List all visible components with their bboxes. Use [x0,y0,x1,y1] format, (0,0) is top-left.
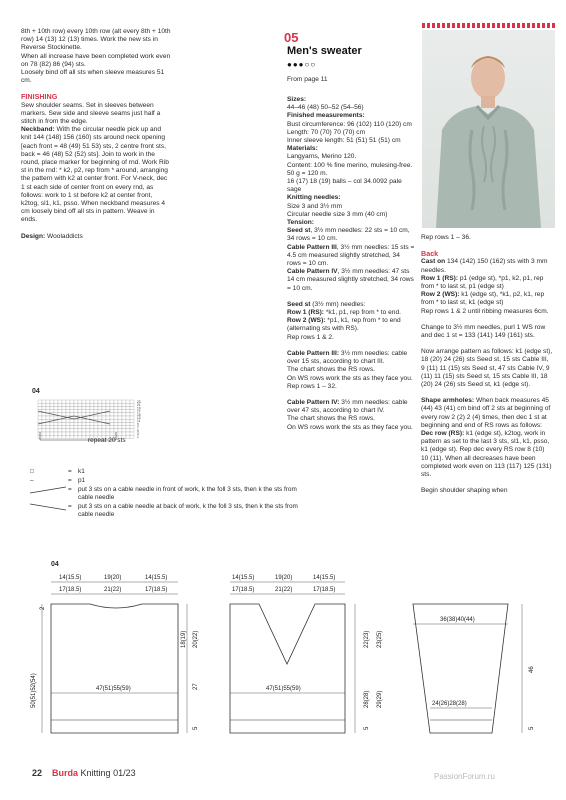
chart-row-number: 19 [137,406,141,411]
chart-cell [62,406,66,409]
chart-cell [122,406,126,409]
purl-symbol-icon: – [30,477,34,484]
chart-cell [126,435,130,438]
back-width: 47(51)55(59) [96,686,131,692]
chart-cell [98,416,102,419]
chart-cell [102,400,106,403]
chart-cell [78,426,82,429]
chart-cell [110,403,114,406]
chart-cell [114,422,118,425]
chart-cell [54,400,58,403]
back-mid: 27 [193,683,199,690]
chart-row-number: 15 [137,412,141,417]
chart-cell [62,400,66,403]
chart-cell [46,422,50,425]
chart-label: 04 [32,388,40,395]
chart-cell [78,403,82,406]
chart-cell [86,410,90,413]
back-sub-1: 17(18.5) [59,587,82,593]
chart-cell [82,403,86,406]
chart-cell [98,400,102,403]
chart-cell [38,413,42,416]
back-sub-2: 21(22) [104,587,122,593]
chart-cell [58,422,62,425]
chart-cell [54,426,58,429]
chart-cell [42,419,46,422]
chart-cell [62,403,66,406]
chart-cell [66,413,70,416]
chart-cell [42,403,46,406]
chart-cell [74,426,78,429]
chart-cell [122,413,126,416]
chart-cell [70,426,74,429]
instructions-column-1: 8th + 10th row) every 10th row (alt every 8th + 10th row) 14 (13) 12 (13) times. Work the new sts in Reverse Stockinette. When all increase have been completed work even on 78 (82) 86 (94) sts. Loosely bind off all sts when sleeve measures 51 cm. FINISHING Sew shoulder seams. Set in sleeves between markers. Sew side and sleeve seams just half a stitch in from the edge. Neckband: With the circular needle pick up and knit 144 (148) 156 (160) sts around neck opening [each front = 48 (49) 51 53) sts, 2 centre front sts, back = 46 (48) 52 (52) sts]. Join to work in the round, place marker for beginning of rnd. Work Rib st in the rnd: * k2, p2, rep from * around, arranging the pattern with k2 at center front. For V-neck, dec 1 st each side of center front on every rnd, as follows: work to 1 st before k2 at center front, k2tog, sl1, k1, psso. When neckband measures 4 cm loosely bind off all sts in pattern. Weave in ends. Design: Wooladdicts [21,28,171,240]
chart-cell [70,419,74,422]
chart-cell [122,432,126,435]
chart-cell [90,416,94,419]
chart-cell [66,400,70,403]
chart-cell [82,406,86,409]
sleeve-top: 36(38)40(44) [440,617,475,623]
chart-cell [114,403,118,406]
back-neck: 2 [40,606,46,610]
chart-cell [90,410,94,413]
sleeve-length: 46 [529,666,535,673]
chart-cell [66,422,70,425]
chart-cell [106,400,110,403]
chart-cell [38,406,42,409]
chart-cell [98,403,102,406]
chart-cell [94,406,98,409]
chart-cell [58,400,62,403]
chart-cell [82,410,86,413]
chart-cell [74,419,78,422]
chart-cell [62,422,66,425]
chart-cell [82,422,86,425]
chart-cell [58,406,62,409]
chart-cell [74,406,78,409]
chart-row-number: 13 [137,416,141,420]
chart-cell [130,410,134,413]
chart-cell [130,406,134,409]
instructions-column-3: Rep rows 1 – 36. Back Cast on 134 (142) 150 (162) sts with 3 mm needles. Row 1 (RS): p1 (edge st), *p1, k2, p1, rep from * to last st, p1 (edge st) Row 2 (WS): k1 (edge st), *k1, p2, k1, rep from * to last st, k1 (edge st) Rep rows 1 & 2 until ribbing measures 6cm. Change to 3½ mm needles, purl 1 WS row and dec 1 st = 133 (141) 149 (161) sts. Now arrange pattern as follows: k1 (edge st), 18 (20) 24 (26) sts Seed st, 15 sts Cable III, 9 (11) 11 (15) sts Seed st, 47 sts Cable IV, 9 (11) 11 (15) sts Seed st, 15 sts Cable III, 18 (20) 24 (26) sts Seed st, k1 (edge st). Shape armholes: When back measures 45 (44) 43 (41) cm bind off 2 sts at beginning of every row 2 (2) 2 (4) times, then dec 1 st at beginning and end of RS rows as follows: Dec row (RS): k1 (edge st), k2tog, work in pattern as set to the last 3 sts, sl1, k1, psso, k1 (edge st). Rep dec every RS row 8 (10) 10 (11). When all decreases have been completed work even on 113 (117) 125 (131) sts. Begin shoulder shaping when [421,234,553,495]
back-top-2: 19(20) [104,575,122,581]
chart-cell [122,419,126,422]
chart-cell [66,406,70,409]
repeat-label: repeat 20 sts [88,437,126,444]
chart-cell [86,406,90,409]
chart-cell [110,426,114,429]
chart-cell [38,419,42,422]
chart-cell [122,426,126,429]
front-sub-3: 17(18.5) [313,587,336,593]
chart-cell [70,410,74,413]
chart-cell [62,426,66,429]
chart-cell [50,403,54,406]
chart-cell [102,416,106,419]
chart-cell [86,400,90,403]
cable-front-icon [30,486,66,494]
model-illustration [422,30,555,228]
chart-cell [102,403,106,406]
front-width: 47(51)55(59) [266,686,301,692]
chart-cell [118,419,122,422]
chart-cell [82,426,86,429]
chart-cell [46,400,50,403]
back-rib: 5 [193,726,199,730]
chart-cell [130,422,134,425]
chart-cell [78,422,82,425]
chart-cell [50,400,54,403]
chart-cell [126,426,130,429]
chart-cell [94,416,98,419]
chart-cell [130,403,134,406]
chart-cell [90,403,94,406]
chart-cell [58,410,62,413]
chart-row-number: 17 [137,409,141,414]
chart-cell [46,406,50,409]
back-top-3: 14(15.5) [145,575,168,581]
chart-cell [42,426,46,429]
chart-cell [110,416,114,419]
chart-cell [114,400,118,403]
back-top-1: 14(15.5) [59,575,82,581]
chart-cell [110,406,114,409]
chart-cell [54,416,58,419]
chart-cell [46,416,50,419]
brand-name: Burda [52,768,79,778]
chart-cell [98,422,102,425]
instructions-column-2: Sizes: 44–46 (48) 50–52 (54–56) Finished measurements: Bust circumference: 96 (102) 110 (120) cm Length: 70 (70) 70 (70) cm Inner sleeve length: 51 (51) 51 (51) cm Materials: Langyarns, Merino 120. Content: 100 % fine merino, mulesing-free. 50 g = 120 m. 16 (17) 18 (19) balls – col 34.0092 pale sage Knitting needles: Size 3 and 3½ mm Circular needle size 3 mm (40 cm) Tension: Seed st, 3½ mm needles: 22 sts = 10 cm, 34 rows = 10 cm. Cable Pattern III, 3½ mm needles: 15 sts = 4.5 cm measured slightly stretched, 34 rows = 10 cm. Cable Pattern IV, 3½ mm needles: 47 sts 14 cm measured slightly stretched, 34 rows = 10 cm. Seed st (3½ mm) needles: Row 1 (RS): *k1, p1, rep from * to end. Row 2 (WS): *p1, k1, rep from * to end (alternating sts with RS). Rep rows 1 & 2. Cable Pattern III: 3½ mm needles: cable over 15 sts, according to chart III. The chart shows the RS rows. On WS rows work the sts as they face you. Rep rows 1 – 32. Cable Pattern IV: 3½ mm needles: cable over 47 sts, according to chart IV. The chart shows the RS rows. On WS rows work the sts as they face you. [287,96,415,431]
chart-cell [38,416,42,419]
chart-cell [74,400,78,403]
chart-cell [130,435,134,438]
chart-cell [118,416,122,419]
chart-row-number: 11 [137,419,141,424]
chart-cell [50,416,54,419]
chart-cell [130,400,134,403]
chart-cell [62,413,66,416]
back-outline [51,604,178,733]
chart-cell [70,406,74,409]
back-sub-3: 17(18.5) [145,587,168,593]
front-sub-1: 17(18.5) [232,587,255,593]
chart-cell [130,426,134,429]
front-top-1: 14(15.5) [232,575,255,581]
chart-cell [114,410,118,413]
chart-cell [70,403,74,406]
chart-cell [70,413,74,416]
chart-cell [42,400,46,403]
chart-cell [106,413,110,416]
chart-cell [102,413,106,416]
sleeve-bottom: 24(26)28(28) [432,701,467,707]
cable-back-icon [30,503,66,511]
finishing-heading: FINISHING [21,92,58,102]
chart-cell [114,406,118,409]
chart-cell [98,410,102,413]
chart-row-number: 5 [137,428,139,433]
page-number: 22 [32,768,43,778]
chart-cell [102,419,106,422]
chart-cell [50,426,54,429]
chart-cell [54,410,58,413]
chart-cell [38,403,42,406]
chart-cell [66,426,70,429]
chart-row-number: 23 [137,400,141,404]
front-v-1: 22(23) [364,630,370,648]
chart-cell [122,429,126,432]
chart-cell [126,432,130,435]
chart-cell [42,406,46,409]
chart-cell [46,426,50,429]
pattern-title: Men's sweater [287,45,362,57]
chart-cell [58,403,62,406]
chart-cell [54,403,58,406]
chart-cell [62,419,66,422]
chart-cell [78,400,82,403]
chart-cell [78,413,82,416]
sleeve-rib: 5 [529,726,535,730]
difficulty-rating: ●●●○○ [287,60,317,69]
chart-cell [82,413,86,416]
chart-cell [122,403,126,406]
front-top-2: 19(20) [275,575,293,581]
pattern-number: 05 [284,30,299,45]
chart-cell [38,426,42,429]
chart-cell [106,426,110,429]
chart-cell [118,406,122,409]
chart-cell [74,410,78,413]
model-photo [422,30,555,228]
chart-row-numbers [137,400,141,439]
chart-cell [50,410,54,413]
chart-cell [130,432,134,435]
chart-cell [110,422,114,425]
chart-cell [94,403,98,406]
chart-cell [90,426,94,429]
front-rib: 5 [364,726,370,730]
chart-cell [114,419,118,422]
from-page: From page 11 [287,76,328,83]
chart-row-number: 9 [137,422,139,427]
chart-cell [114,426,118,429]
chart-cell [90,422,94,425]
chart-cell [66,410,70,413]
chart-cell [110,413,114,416]
chart-cell [62,410,66,413]
chart-row-number: 3 [137,432,139,436]
chart-row-number: 7 [137,425,139,430]
chart-cell [102,426,106,429]
chart-cell [126,429,130,432]
chart-cell [126,413,130,416]
chart-cell [70,422,74,425]
chart-cell [78,419,82,422]
chart-cell [118,410,122,413]
chart-cell [122,422,126,425]
back-side: 50(51)52(54) [31,673,37,708]
chart-cell [46,410,50,413]
chart-cell [118,422,122,425]
chart-cell [106,416,110,419]
chart-cell [126,400,130,403]
schematic-label: 04 [51,561,59,568]
chart-cell [130,429,134,432]
back-heading: Back [421,249,439,259]
chart-cell [126,422,130,425]
chart-cell [98,406,102,409]
chart-cell [98,426,102,429]
back-arm: 18(19) [181,630,187,648]
front-outline [230,604,345,733]
chart-cell [82,419,86,422]
chart-cell [126,406,130,409]
chart-cell [106,419,110,422]
chart-cell [126,419,130,422]
chart-cell [118,403,122,406]
chart-cell [74,413,78,416]
chart-cell [90,400,94,403]
chart-cell [122,416,126,419]
back-arm-2: 20(22) [193,630,199,648]
front-v-2: 23(25) [377,630,383,648]
chart-cell [114,413,118,416]
chart-row-number: 1 [137,435,139,440]
chart-cell [126,410,130,413]
knit-symbol-icon: □ [30,468,34,475]
front-l-2: 29(29) [377,690,383,708]
chart-cell [54,422,58,425]
chart-cell [86,426,90,429]
chart-cell [86,422,90,425]
chart-cell [74,403,78,406]
chart-cell [122,410,126,413]
chart-cell [102,406,106,409]
front-top-3: 14(15.5) [313,575,336,581]
chart-cell [94,422,98,425]
chart-cell [82,400,86,403]
page-footer [32,768,136,778]
chart-cell [70,400,74,403]
chart-cell [86,403,90,406]
chart-cell [106,403,110,406]
chart-cell [74,422,78,425]
chart-cell [66,403,70,406]
chart-cell [126,416,130,419]
chart-cell [78,406,82,409]
chart-cell [126,403,130,406]
chart-cell [118,400,122,403]
chart-cell [130,416,134,419]
chart-cell [50,406,54,409]
front-sub-2: 21(22) [275,587,293,593]
chart-row-number: 21 [137,403,141,408]
chart-cell [66,419,70,422]
chart-cell [90,406,94,409]
issue-label: Knitting 01/23 [80,768,136,778]
header-stripes [422,23,555,28]
chart-cell [110,410,114,413]
chart-cell [110,419,114,422]
chart-cell [114,416,118,419]
chart-cell [42,413,46,416]
chart-cell [78,410,82,413]
chart-cell [130,413,134,416]
garment-schematics [0,568,566,758]
chart-cell [118,413,122,416]
sleeve-outline [413,604,508,733]
front-l-1: 28(28) [364,690,370,708]
chart-cell [94,410,98,413]
chart-cell [46,403,50,406]
chart-cell [106,406,110,409]
chart-cell [118,426,122,429]
chart-cell [110,400,114,403]
chart-cell [94,400,98,403]
watermark: PassionForum.ru [434,772,495,781]
chart-cell [54,406,58,409]
chart-cell [42,416,46,419]
chart-cell [38,400,42,403]
chart-cell [94,426,98,429]
chart-cell [130,419,134,422]
chart-cell [58,426,62,429]
chart-cell [50,422,54,425]
chart-cell [122,400,126,403]
